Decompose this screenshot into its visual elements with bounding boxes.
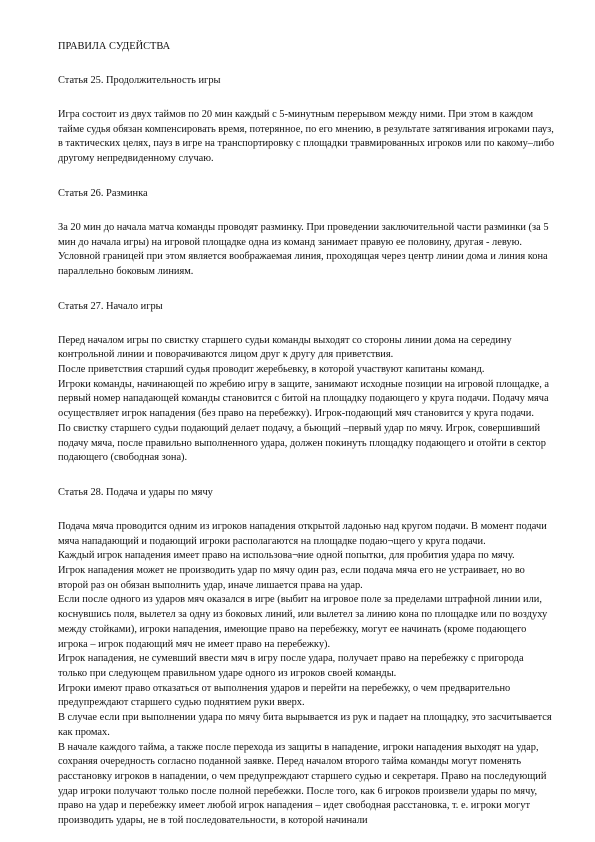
paragraph: В начале каждого тайма, а также после перехода из защиты в нападение, игроки нападения выходят на удар, сохраняя очередность согласно поданной заявке. Перед началом второго тайма команды могут поменять расстановку игроков в нападении, о чем предупреждают старшего судью и секретаря. Право на последующий удар игроки получают только после полной перебежки. После того, как 6 игроков произвели удары по мячу, право на удар и перебежку имеет любой игрок нападения – идет свободная расстановка, т. е. игроки могут производить удары, не в той последовательности, в которой начинали [58, 741, 547, 827]
paragraph: Подача мяча проводится одним из игроков нападения открытой ладонью над кругом подачи. В момент подачи мяча нападающий и подающий игроки располагаются на площадке подаю¬щего у круга подачи. [58, 520, 547, 547]
paragraph: За 20 мин до начала матча команды проводят разминку. При проведении заключительной части разминки (за 5 мин до начала игры) на игровой площадке одна из команд занимает правую ее половину, другая - левую. Условной границей при этом является воображаемая линия, проходящая через центр линии дома и линия кона параллельно боковым линиям. [58, 221, 549, 277]
paragraph: Игра состоит из двух таймов по 20 мин каждый с 5-минутным перерывом между ними. При этом в каждом тайме судья обязан компенсировать время, потерянное, по его мнению, в результате затягивания игроками пауз, в тактических целях, пауз в игре на транспортировку с площадки травмированных игроков или по какому–либо другому непредвиденному случаю. [58, 109, 555, 165]
section-article-27 [58, 300, 555, 466]
paragraph: После приветствия старший судья проводит жеребьевку, в которой участвуют капитаны команд. [58, 364, 485, 376]
section-heading: Статья 26. Разминка [58, 187, 148, 199]
paragraph: Если после одного из ударов мяч оказался в игре (выбит на игровое поле за пределами штрафной линии или, коснувшись поля, вылетел за одну из боковых линий, или вылетел за линию кона по площадке или по воздуху между стойками), игроки нападения, имеющие право на перебежку, могут ее начинать (кроме подающего игрока – игрок подающий мяч не имеет право на перебежку). [58, 594, 548, 650]
paragraph: Игроки команды, начинающей по жребию игру в защите, занимают исходные позиции на игровой площадке, а первый номер нападающей команды становится с битой на площадку подающего у круга подачи. Подачу мяча осуществляет игрок нападения (без право на перебежку). Игрок-подающий мяч становится у круга подачи. [58, 378, 550, 420]
paragraph: По свистку старшего судьи подающий делает подачу, а бьющий –первый удар по мячу. Игрок, совершивший подачу мяча, после правильно выполненного удара, должен покинуть площадку подающего и отойти в сектор подающего (свободная зона). [58, 422, 546, 464]
paragraph: В случае если при выполнении удара по мячу бита вырывается из рук и падает на площадку, это засчитывается как промах. [58, 712, 552, 738]
section-heading: Статья 25. Продолжительность игры [58, 75, 221, 86]
paragraph: Игроки имеют право отказаться от выполнения ударов и перейти на перебежку, о чем предварительно предупреждают старшего судью поднятием руки вверх. [58, 682, 511, 709]
section-heading: Статья 28. Подача и удары по мячу [58, 486, 213, 498]
section-article-26 [58, 187, 555, 280]
section-article-25 [58, 74, 555, 167]
paragraph: Игрок нападения, не сумевший ввести мяч в игру после удара, получает право на перебежку с пригорода только при следующем правильном ударе одного из игроков своей команды. [58, 653, 524, 679]
section-heading: Статья 27. Начало игры [58, 300, 163, 312]
paragraph: Каждый игрок нападения имеет право на использова¬ние одной попытки, для пробития удара по мячу. [58, 550, 515, 562]
paragraph: Игрок нападения может не производить удар по мячу один раз, если подача мяча его не устраивает, но во второй раз он обязан выполнить удар, иначе лишается права на удар. [58, 565, 525, 591]
section-article-28 [58, 486, 555, 829]
document-title: ПРАВИЛА СУДЕЙСТВА [58, 41, 171, 52]
paragraph: Перед началом игры по свистку старшего судьи команды выходят со стороны линии дома на середину контрольной линии и поворачиваются лицом друг к другу для приветствия. [58, 334, 512, 361]
